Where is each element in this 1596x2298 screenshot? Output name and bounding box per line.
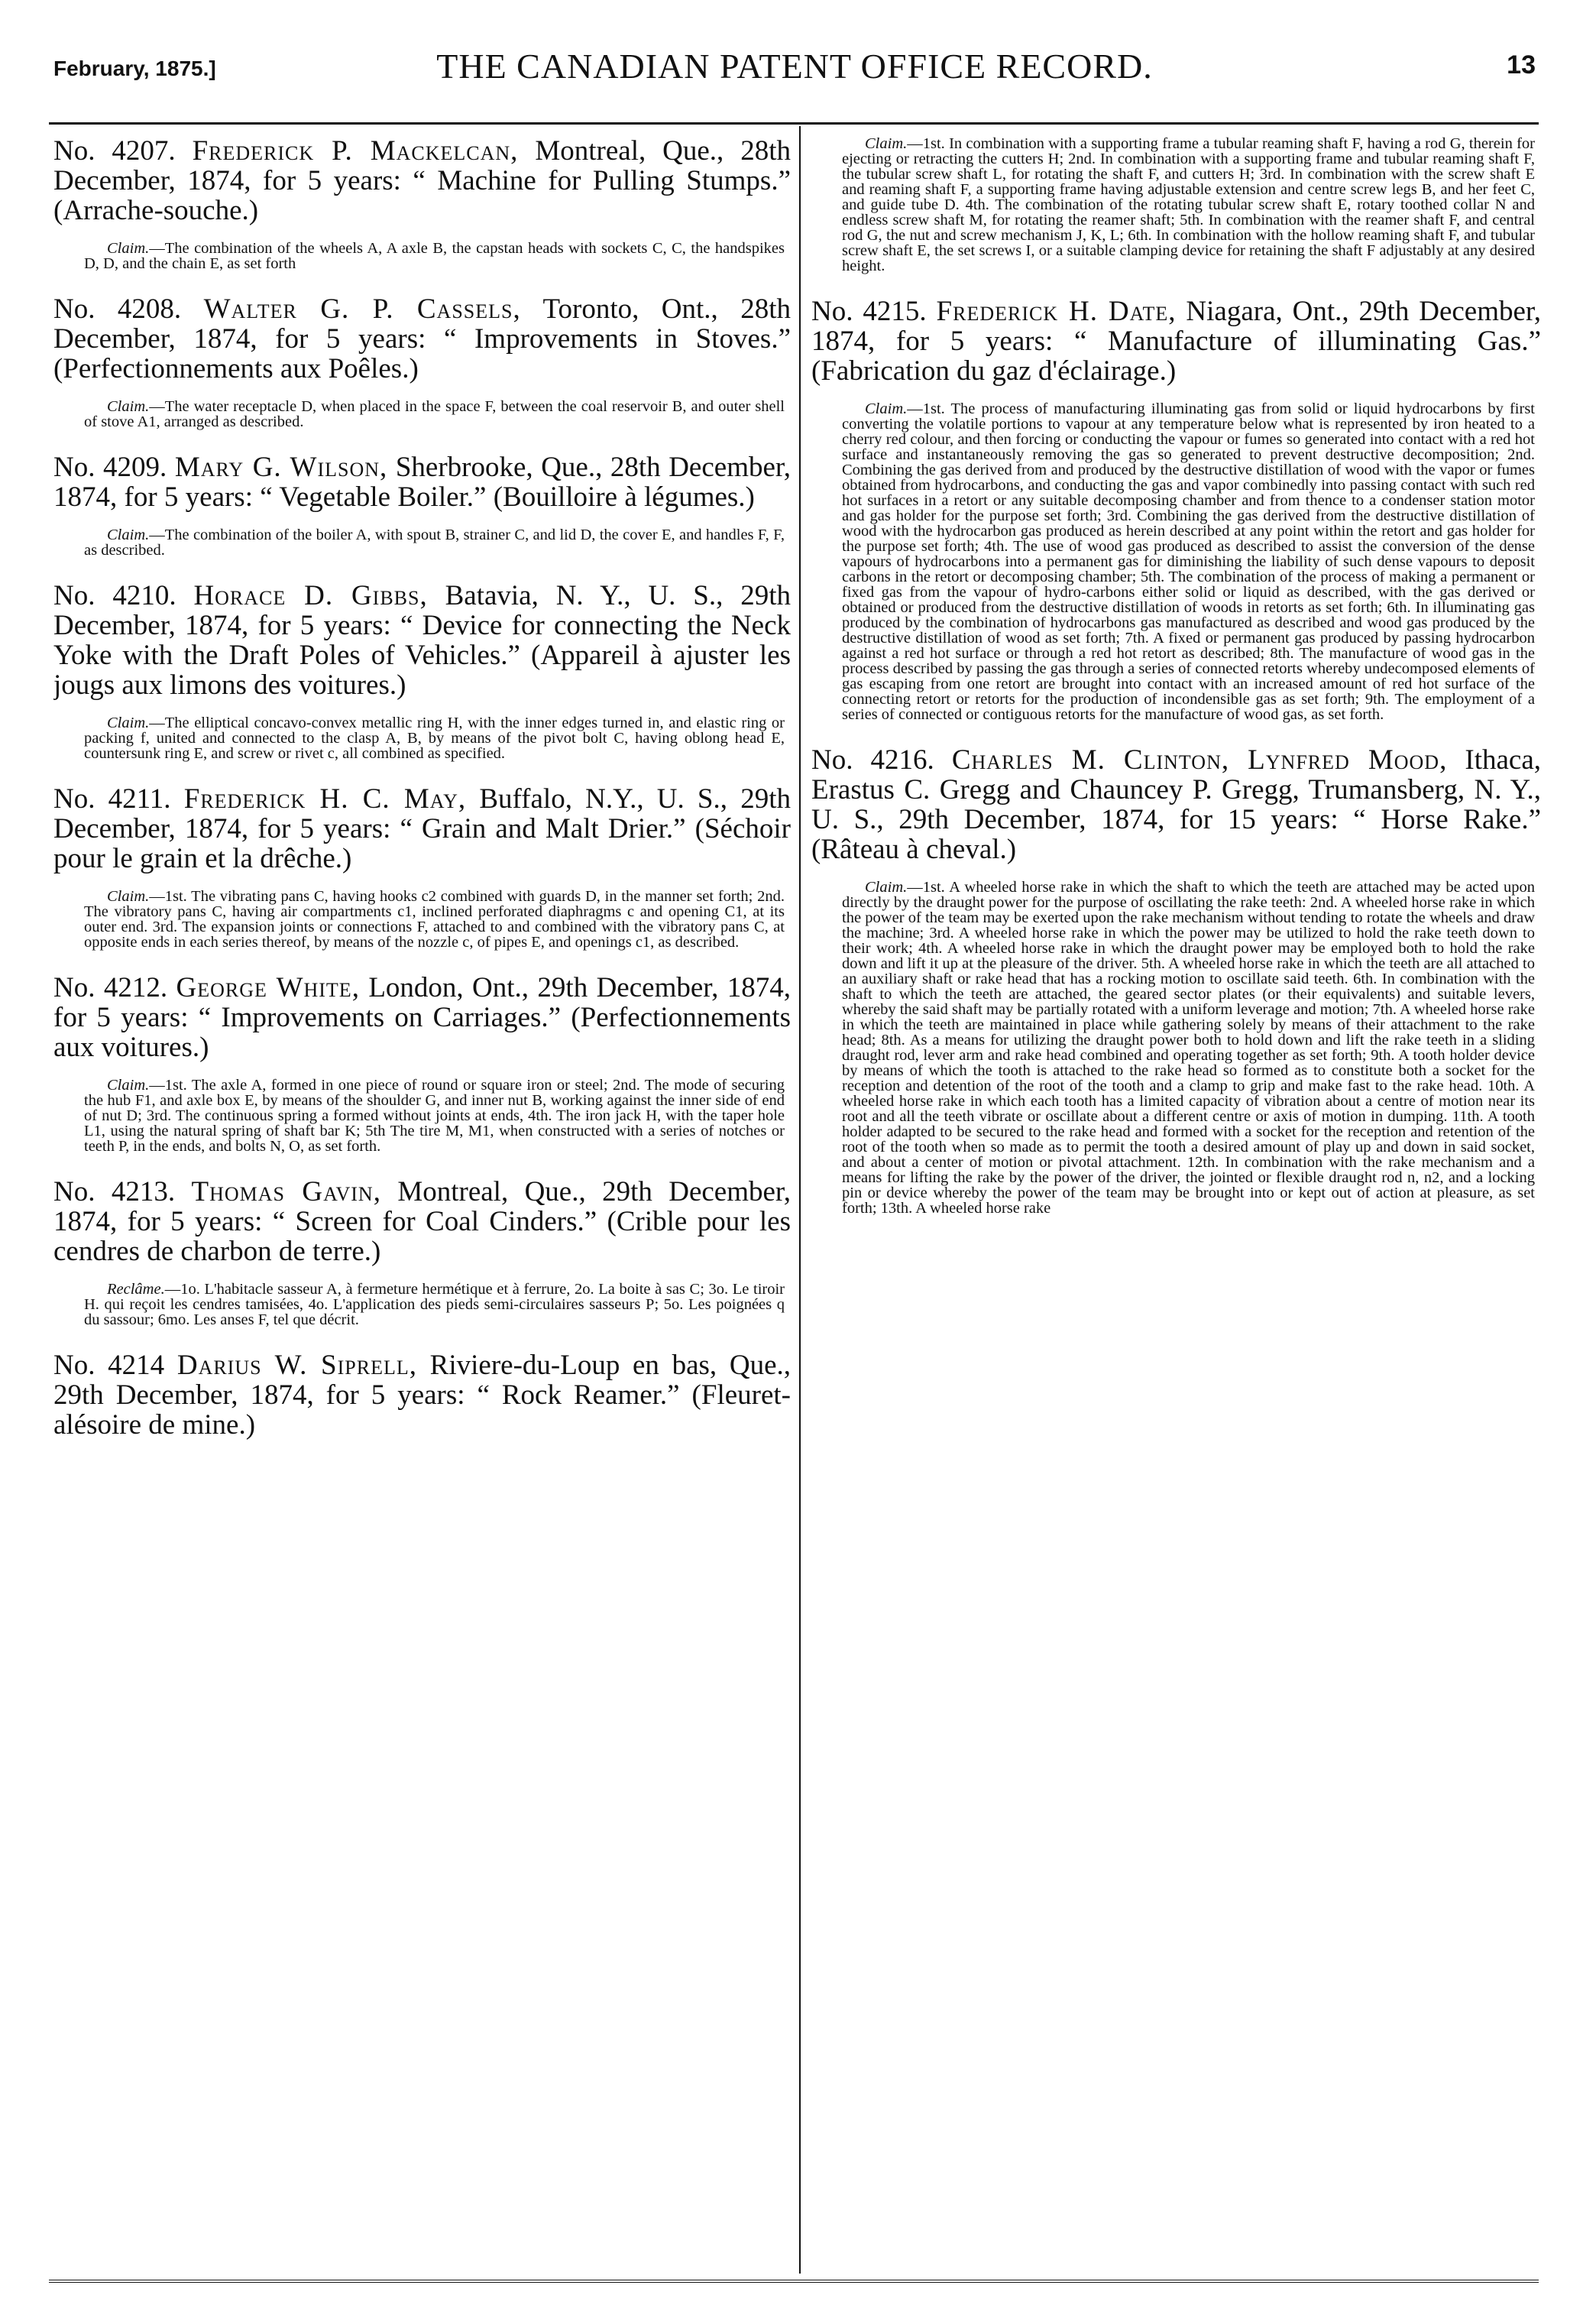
publication-title: THE CANADIAN PATENT OFFICE RECORD. xyxy=(436,47,1153,86)
patent-entry xyxy=(53,581,791,761)
patent-number: No. 4210. xyxy=(53,580,176,611)
patent-details: Sherbrooke, Que., 28th December, 1874, for 5 years: “ Vegetable Boiler.” (Bouilloire à légumes.) xyxy=(53,452,791,513)
patent-entry xyxy=(53,1177,791,1327)
page-header xyxy=(53,46,1536,99)
patent-details: London, Ont., 29th December, 1874, for 5 years: “ Improvements on Carriages.” (Perfectionnements aux voitures.) xyxy=(53,972,791,1063)
claim-text xyxy=(84,241,785,271)
claim-label: Claim. xyxy=(865,400,908,417)
claim-body: —1st. The axle A, formed in one piece of round or square iron or steel; 2nd. The mode of securing the hub F1, and axle box E, by means of the shoulder G, and inner nut B, working against the inner side of end of nut D; 3rd. The continuous spring a formed without joints at ends, 4th. The iron jack H, with the taper hole L1, using the natural spring of shaft bar K; 5th The tire M, M1, when constructed with a series of notches or teeth P, in the ends, and bolts N, O, as set forth. xyxy=(84,1077,785,1155)
claim-body: —1o. L'habitacle sasseur A, à fermeture hermétique et à ferrure, 2o. La boite à sas C; 3o. Le tiroir H. qui reçoit les cendres tamisées, 4o. L'application des pieds semi-circulaires sasseurs P; 5o. Les poignées q du sassour; 6mo. Les anses F, tel que décrit. xyxy=(84,1281,785,1328)
patentee-name: Frederick H. C. May, xyxy=(183,783,467,815)
patentee-name: Charles M. Clinton, Lynfred Mood, xyxy=(951,744,1448,776)
patent-entry xyxy=(53,294,791,429)
patent-heading xyxy=(53,973,791,1062)
patentee-name: Mary G. Wilson, xyxy=(174,452,388,483)
patent-heading xyxy=(53,1350,791,1440)
claim-text xyxy=(84,527,785,558)
right-column xyxy=(811,136,1541,2267)
patent-heading xyxy=(53,136,791,225)
patentee-name: Frederick H. Date, xyxy=(936,296,1177,327)
claim-label: Claim. xyxy=(107,240,150,257)
patent-number: No. 4212. xyxy=(53,972,168,1003)
claim-body: —The water receptacle D, when placed in the space F, between the coal reservoir B, and outer shell of stove A1, arranged as described. xyxy=(84,398,785,430)
patent-details: Montreal, Que., 28th December, 1874, for 5 years: “ Machine for Pulling Stumps.” (Arrache-souche.) xyxy=(53,136,791,226)
claim-text xyxy=(842,136,1535,274)
claim-text xyxy=(84,1282,785,1327)
patent-entry xyxy=(53,452,791,558)
claim-body: —1st. In combination with a supporting frame a tubular reaming shaft F, having a rod G, therein for ejecting or retracting the cutters H; 2nd. In combination with a supporting frame and tubular reaming shaft F, the tubular screw shaft L, for rotating the shaft F, and cutters H; 3rd. In combination with the screw shaft E and reaming shaft F, a supporting frame having adjustable extension and centre screw legs B, and her feet C, and guide tube D. 4th. The combination of the rotating tubular screw shaft E, rotary toothed collar N and endless screw shaft M, for rotating the reamer shaft; 5th. In combination with the reamer shaft F, and central rod G, the nut and screw mechanism J, K, L; 6th. In combination with the hollow reaming shaft F, and tubular screw shaft E, the set screws I, or a suitable clamping device for retaining the shaft F adjustably at any desired height. xyxy=(842,136,1535,274)
patent-number: No. 4209. xyxy=(53,452,167,483)
patent-entry xyxy=(53,973,791,1154)
claim-label: Claim. xyxy=(107,527,150,543)
patent-heading xyxy=(53,784,791,873)
claim-label: Claim. xyxy=(865,879,908,896)
claim-text xyxy=(84,1078,785,1154)
patentee-name: Horace D. Gibbs, xyxy=(193,580,428,611)
page-number: 13 xyxy=(1507,50,1536,79)
claim-label: Claim. xyxy=(107,888,150,905)
claim-body: —The combination of the wheels A, A axle B, the capstan heads with sockets C, C, the handspikes D, D, and the chain E, as set forth xyxy=(84,240,785,272)
patent-details: Ithaca, Erastus C. Gregg and Chauncey P. Gregg, Trumansberg, N. Y., U. S., 29th December, 1874, for 15 years: “ Horse Rake.” (Râteau à cheval.) xyxy=(811,744,1541,865)
patent-details: Toronto, Ont., 28th December, 1874, for 5 years: “ Improvements in Stoves.” (Perfectionnements aux Poêles.) xyxy=(53,293,791,384)
claim-body: —The combination of the boiler A, with spout B, strainer C, and lid D, the cover E, and handles F, F, as described. xyxy=(84,527,785,559)
claim-label: Reclâme. xyxy=(107,1281,165,1298)
patent-entry xyxy=(811,136,1541,274)
patent-details: Niagara, Ont., 29th December, 1874, for 5 years: “ Manufacture of illuminating Gas.” (Fabrication du gaz d'éclairage.) xyxy=(811,296,1541,387)
patent-heading xyxy=(811,297,1541,386)
patent-heading xyxy=(811,745,1541,864)
patent-number: No. 4207. xyxy=(53,136,176,167)
left-column xyxy=(53,136,791,2267)
patent-entry xyxy=(811,297,1541,722)
issue-date: February, 1875.] xyxy=(53,57,216,80)
patent-number: No. 4213. xyxy=(53,1176,176,1207)
claim-label: Claim. xyxy=(865,136,908,152)
patentee-name: George White, xyxy=(176,972,360,1003)
patentee-name: Darius W. Siprell, xyxy=(176,1350,417,1381)
patent-number: No. 4208. xyxy=(53,293,182,325)
patent-heading xyxy=(53,294,791,384)
patent-number: No. 4215. xyxy=(811,296,927,327)
patentee-name: Frederick P. Mackelcan, xyxy=(192,136,519,167)
claim-body: —The elliptical concavo-convex metallic ring H, with the inner edges turned in, and elastic ring or packing f, united and connected to the clasp A, B, by means of the pivot bolt C, having oblong head E, countersunk ring E, and screw or rivet c, all combined as specified. xyxy=(84,715,785,762)
claim-body: —1st. A wheeled horse rake in which the shaft to which the teeth are attached may be acted upon directly by the draught power for the purpose of oscillating the rake teeth: 2nd. A wheeled horse rake in which the power of the team may be exerted upon the rake mechanism without tending to rotate the wheels and draw the machine; 3rd. A wheeled horse rake in which the power may be utilized to hold the rake teeth down to their work; 4th. A wheeled horse rake in which the draught power may be employed both to hold the rake down and lift it up at the pleasure of the driver. 5th. A wheeled horse rake in which the teeth are all attached to an auxiliary shaft or rake head that has a rocking motion to oscillate said teeth. 6th. In combination with the shaft to which the teeth are attached, the geared sector plates (or their equivalents) and suitable levers, whereby the said shaft may be partially rotated with a uniform leverage and motion; 7th. A wheeled horse rake in which the teeth are maintained in place while gathering solely by means of their attachment to the rake head; 8th. As a means for utilizing the draught power both to hold down and lift the rake teeth in a sliding draught rod, lever arm and rake head combined and operating together as set forth; 9th. A tooth holder device by means of which the tooth is attached to the rake head so formed as to constitute both a socket for the reception and detention of the root of the tooth and a clamp to grip and make fast to the rake head. 10th. A wheeled horse rake in which each tooth has a limited capacity of vibration about a centre of motion near its root and all the teeth vibrate or oscillate about a different centre or axis of motion in dumping. 11th. A tooth holder adapted to be secured to the rake head and formed with a socket for the reception and retention of the root of the tooth when so made as to permit the tooth a desired amount of play up and down in said socket, and about a center of motion or pivotal attachment. 12th. In combination with the rake mechanism and a means for lifting the rake by the power of the driver, the jointed or flexible draught rod n, n2, and a locking pin or device whereby the power of the team may be brought into or kept out of action at pleasure, as set forth; 13th. A wheeled horse rake xyxy=(842,879,1535,1217)
patent-number: No. 4211. xyxy=(53,783,171,815)
claim-text xyxy=(84,889,785,950)
patentee-name: Thomas Gavin, xyxy=(191,1176,381,1207)
patent-number: No. 4216. xyxy=(811,744,934,776)
patent-heading xyxy=(53,581,791,700)
claim-text xyxy=(84,715,785,761)
column-divider xyxy=(799,126,801,2274)
patent-entry xyxy=(53,1350,791,1440)
claim-label: Claim. xyxy=(107,1077,150,1094)
patent-entry xyxy=(53,784,791,950)
patent-entry xyxy=(53,136,791,271)
claim-text xyxy=(842,880,1535,1216)
patent-heading xyxy=(53,452,791,512)
patent-entry xyxy=(811,745,1541,1216)
patent-details: Batavia, N. Y., U. S., 29th December, 1874, for 5 years: “ Device for connecting the Neck Yoke with the Draft Poles of Vehicles.” (Appareil à ajuster les jougs aux limons des voitures.) xyxy=(53,580,791,701)
patent-details: Buffalo, N.Y., U. S., 29th December, 1874, for 5 years: “ Grain and Malt Drier.” (Séchoir pour le grain et la drêche.) xyxy=(53,783,791,874)
patentee-name: Walter G. P. Cassels, xyxy=(203,293,521,325)
patent-details: Riviere-du-Loup en bas, Que., 29th December, 1874, for 5 years: “ Rock Reamer.” (Fleuret-alésoire de mine.) xyxy=(53,1350,791,1441)
claim-body: —1st. The vibrating pans C, having hooks c2 combined with guards D, in the manner set forth; 2nd. The vibratory pans C, having air compartments c1, inclined perforated diaphragms c and opening C1, at its outer end. 3rd. The expansion joints or connections F, attached to and combined with the vibratory pans C, at opposite ends in each series thereof, by means of the nozzle c, of pipes E, and openings c1, as described. xyxy=(84,888,785,951)
claim-label: Claim. xyxy=(107,398,150,415)
claim-text xyxy=(84,399,785,429)
claim-label: Claim. xyxy=(107,715,150,731)
patent-number: No. 4214 xyxy=(53,1350,165,1381)
patent-heading xyxy=(53,1177,791,1266)
claim-body: —1st. The process of manufacturing illuminating gas from solid or liquid hydrocarbons by first converting the volatile portions to vapour at any temperature below what is represented by iron heated to a cherry red colour, and then forcing or conducting the vapour or fumes so generated into contact with a red hot surface and instantaneously removing the gas so generated to prevent destructive decomposition; 2nd. Combining the gas derived from and produced by the destructive distillation of wood with the vapor or fumes obtained from hydrocarbons, and conducting the gas and vapor combinedly into passing contact with such red hot surfaces in a retort or any suitable decomposing chamber and from thence to a condenser station motor and gas holder for the purpose set forth; 3rd. Combining the gas derived from the destructive distillation of wood with the hydrocarbon gas produced as herein described at any point within the retort and gas holder for the purpose set forth; 4th. The use of wood gas produced as described to assist the conversion of the dense vapours of hydrocarbons into a permanent gas for diminishing the liability of such dense vapours to deposit carbons in the retort or decomposing chamber; 5th. The combination of the process of making a permanent or fixed gas from the vapour of hydro-carbons either solid or liquid as described, with the gas derived or obtained or produced from the destructive distillation of woods in retorts as set forth; 6th. In illuminating gas produced by the combination of hydrocarbons gas manufactured as described and wood gas produced by the destructive distillation of wood as set forth; 7th. A fixed or permanent gas produced by passing hydrocarbon against a red hot surface or through a red hot retort as described; 8th. The manufacture of wood gas in the process described by passing the gas through a series of connected retorts whereby undecomposed elements of gas escaping from one retort are brought into contact with an increased amount of red hot surface of the connecting retort or retorts for the production of incondensible gas as set forth; 9th. The employment of a series of connected or contiguous retorts for the manufacture of wood gas, as set forth. xyxy=(842,400,1535,723)
patent-details: Montreal, Que., 29th December, 1874, for 5 years: “ Screen for Coal Cinders.” (Crible pour les cendres de charbon de terre.) xyxy=(53,1176,791,1267)
claim-text xyxy=(842,401,1535,722)
